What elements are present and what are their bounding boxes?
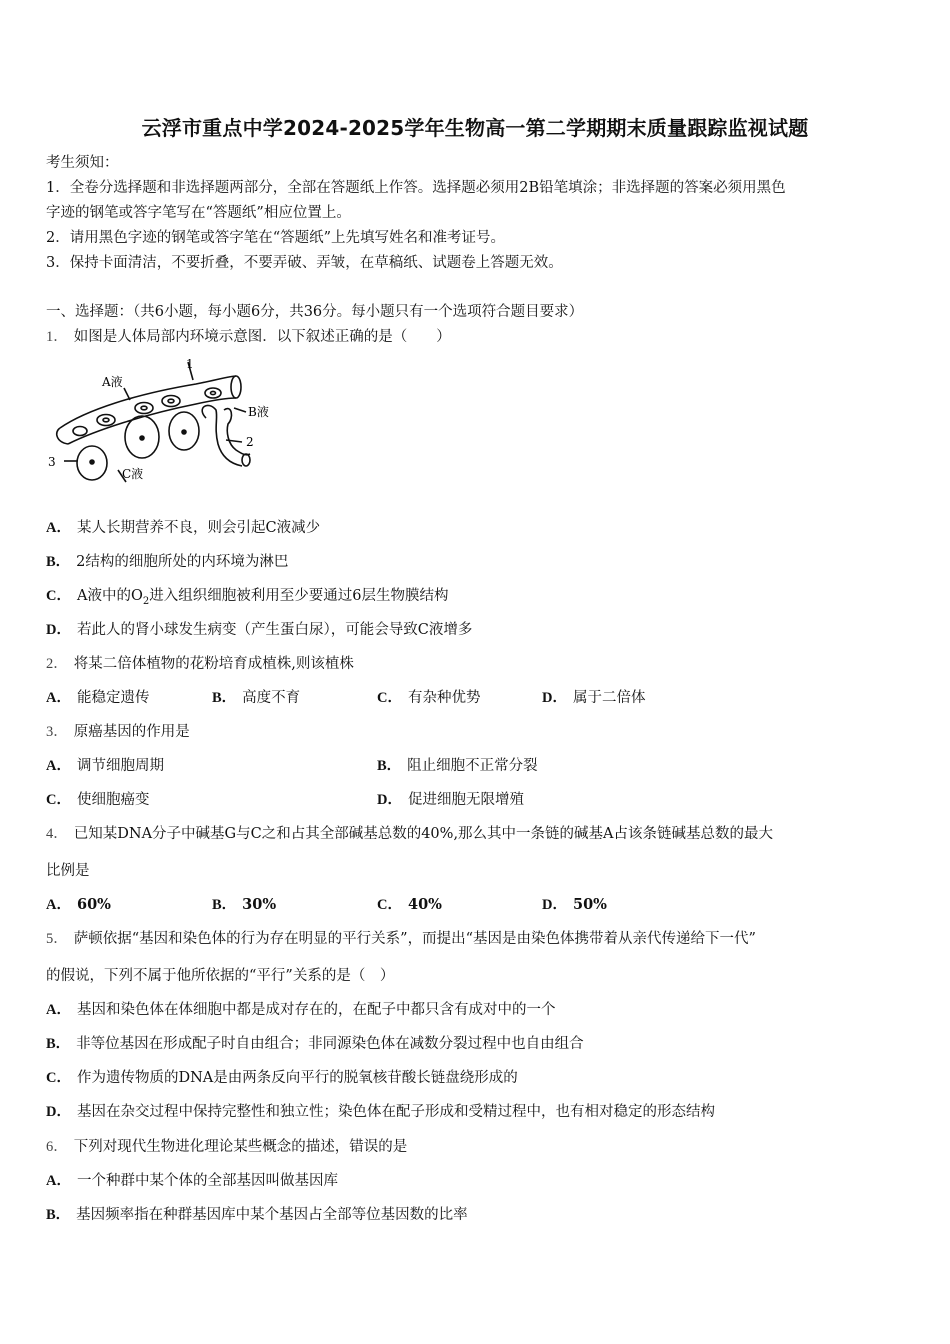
option-text: 使细胞癌变: [76, 792, 150, 808]
notice-item-1: 1．全卷分选择题和非选择题两部分，全部在答题纸上作答。选择题必须用2B铅笔填涂；非选择题的答案必须用黑色: [46, 180, 786, 196]
option-label: A．: [46, 897, 71, 913]
question-stem: 下列对现代生物进化理论某些概念的描述，错误的是: [73, 1139, 408, 1155]
option-label: C．: [377, 897, 402, 913]
q1-option-c[interactable]: [46, 586, 448, 612]
q3-option-c[interactable]: [46, 790, 149, 810]
q2-option-a[interactable]: [46, 688, 149, 708]
option-label: B．: [46, 1207, 71, 1223]
option-label: B．: [212, 690, 237, 706]
label-a-fluid: A液: [102, 375, 123, 389]
option-text: 一个种群中某个体的全部基因叫做基因库: [76, 1173, 338, 1189]
option-text: 50%: [572, 896, 607, 913]
option-label: B．: [46, 554, 71, 570]
q4-option-b[interactable]: [212, 895, 276, 915]
label-3: 3: [48, 455, 56, 469]
option-label: A．: [46, 690, 71, 706]
q6-option-a[interactable]: [46, 1171, 338, 1191]
option-text: 30%: [242, 896, 277, 913]
notice-item-2: 2．请用黑色字迹的钢笔或答字笔在“答题纸”上先填写姓名和准考证号。: [46, 230, 506, 246]
option-label: D．: [46, 1104, 71, 1120]
option-label: B．: [46, 1036, 71, 1052]
question-3: [46, 722, 190, 742]
question-4: [46, 824, 773, 844]
tissue-diagram-figure: [46, 358, 286, 488]
option-text: 基因和染色体在体细胞中都是成对存在的，在配子中都只含有成对中的一个: [76, 1002, 556, 1018]
label-c-fluid: C液: [122, 467, 144, 481]
page-title: 云浮市重点中学2024-2025学年生物高一第二学期期末质量跟踪监视试题: [141, 116, 809, 140]
internal-environment-diagram: [46, 358, 286, 488]
q4-option-d[interactable]: [542, 895, 607, 915]
question-6: [46, 1137, 407, 1157]
question-stem: 已知某DNA分子中碱基G与C之和占其全部碱基总数的40%,那么其中一条链的碱基A占该条链碱基总数的最大: [73, 826, 774, 842]
option-label: C．: [46, 792, 71, 808]
subscript: 2: [142, 595, 150, 607]
question-number: 4．: [46, 826, 68, 842]
option-label: C．: [46, 588, 71, 604]
option-label: A．: [46, 1173, 71, 1189]
option-label: A．: [46, 1002, 71, 1018]
option-text: 2结构的细胞所处的内环境为淋巴: [76, 554, 289, 570]
question-stem: 萨顿依据“基因和染色体的行为存在明显的平行关系”，而提出“基因是由染色体携带着从亲代传递给下一代”: [73, 931, 756, 947]
question-stem: 将某二倍体植物的花粉培育成植株,则该植株: [73, 656, 354, 672]
question-1: [46, 327, 451, 347]
option-text: 作为遗传物质的DNA是由两条反向平行的脱氧核苷酸长链盘绕形成的: [76, 1070, 518, 1086]
option-label: D．: [542, 690, 567, 706]
q4-option-c[interactable]: [377, 895, 442, 915]
q6-option-b[interactable]: [46, 1205, 468, 1225]
option-text: 非等位基因在形成配子时自由组合；非同源染色体在减数分裂过程中也自由组合: [76, 1036, 584, 1052]
option-text: 阻止细胞不正常分裂: [407, 758, 538, 774]
q2-option-b[interactable]: [212, 688, 300, 708]
q4-option-a[interactable]: [46, 895, 111, 915]
section-heading: 一、选择题：（共6小题，每小题6分，共36分。每小题只有一个选项符合题目要求）: [46, 304, 584, 320]
option-label: D．: [377, 792, 402, 808]
option-text: 40%: [407, 896, 442, 913]
q1-option-b[interactable]: [46, 552, 288, 572]
question-5-cont: 的假说，下列不属于他所依据的“平行”关系的是（ ）: [46, 968, 395, 984]
option-label: B．: [212, 897, 237, 913]
q5-option-b[interactable]: [46, 1034, 584, 1054]
question-stem: 如图是人体局部内环境示意图．以下叙述正确的是（ ）: [73, 329, 451, 345]
q3-option-a[interactable]: [46, 756, 164, 776]
q2-option-d[interactable]: [542, 688, 645, 708]
question-number: 5．: [46, 931, 68, 947]
q2-option-c[interactable]: [377, 688, 480, 708]
notice-item-3: 3．保持卡面清洁，不要折叠，不要弄破、弄皱，在草稿纸、试题卷上答题无效。: [46, 255, 563, 271]
question-number: 3．: [46, 724, 68, 740]
q5-option-d[interactable]: [46, 1102, 715, 1122]
question-2: [46, 654, 354, 674]
option-text: 基因在杂交过程中保持完整性和独立性；染色体在配子形成和受精过程中，也有相对稳定的形态结构: [76, 1104, 715, 1120]
option-label: C．: [46, 1070, 71, 1086]
notice-heading: 考生须知：: [46, 155, 119, 171]
q5-option-c[interactable]: [46, 1068, 518, 1088]
option-label: D．: [46, 622, 71, 638]
option-text: 若此人的肾小球发生病变（产生蛋白尿），可能会导致C液增多: [76, 622, 473, 638]
q1-option-a[interactable]: [46, 518, 320, 538]
q5-option-a[interactable]: [46, 1000, 555, 1020]
question-number: 6．: [46, 1139, 68, 1155]
question-number: 2．: [46, 656, 68, 672]
option-text-cont: 进入组织细胞被利用至少要通过6层生物膜结构: [149, 588, 449, 604]
question-5: [46, 929, 756, 949]
q3-option-d[interactable]: [377, 790, 524, 810]
option-label: A．: [46, 520, 71, 536]
option-label: B．: [377, 758, 402, 774]
label-1: 1: [186, 358, 194, 371]
question-4-cont: 比例是: [46, 863, 90, 879]
question-number: 1．: [46, 329, 68, 345]
notice-item-1-cont: 字迹的钢笔或答字笔写在“答题纸”相应位置上。: [46, 205, 351, 221]
label-b-fluid: B液: [248, 405, 269, 419]
label-2: 2: [246, 435, 254, 449]
q1-option-d[interactable]: [46, 620, 472, 640]
option-label: A．: [46, 758, 71, 774]
q3-option-b[interactable]: [377, 756, 538, 776]
option-text: 能稳定遗传: [76, 690, 150, 706]
option-text: 促进细胞无限增殖: [407, 792, 524, 808]
option-text: 某人长期营养不良，则会引起C液减少: [76, 520, 321, 536]
option-text: 高度不育: [242, 690, 301, 706]
question-stem: 原癌基因的作用是: [73, 724, 190, 740]
option-label: C．: [377, 690, 402, 706]
option-text: 基因频率指在种群基因库中某个基因占全部等位基因数的比率: [76, 1207, 468, 1223]
option-label: D．: [542, 897, 567, 913]
option-text: 属于二倍体: [572, 690, 646, 706]
option-text: 有杂种优势: [407, 690, 481, 706]
option-text: 调节细胞周期: [76, 758, 164, 774]
option-text: 60%: [76, 896, 111, 913]
option-text: A液中的O: [76, 588, 143, 604]
